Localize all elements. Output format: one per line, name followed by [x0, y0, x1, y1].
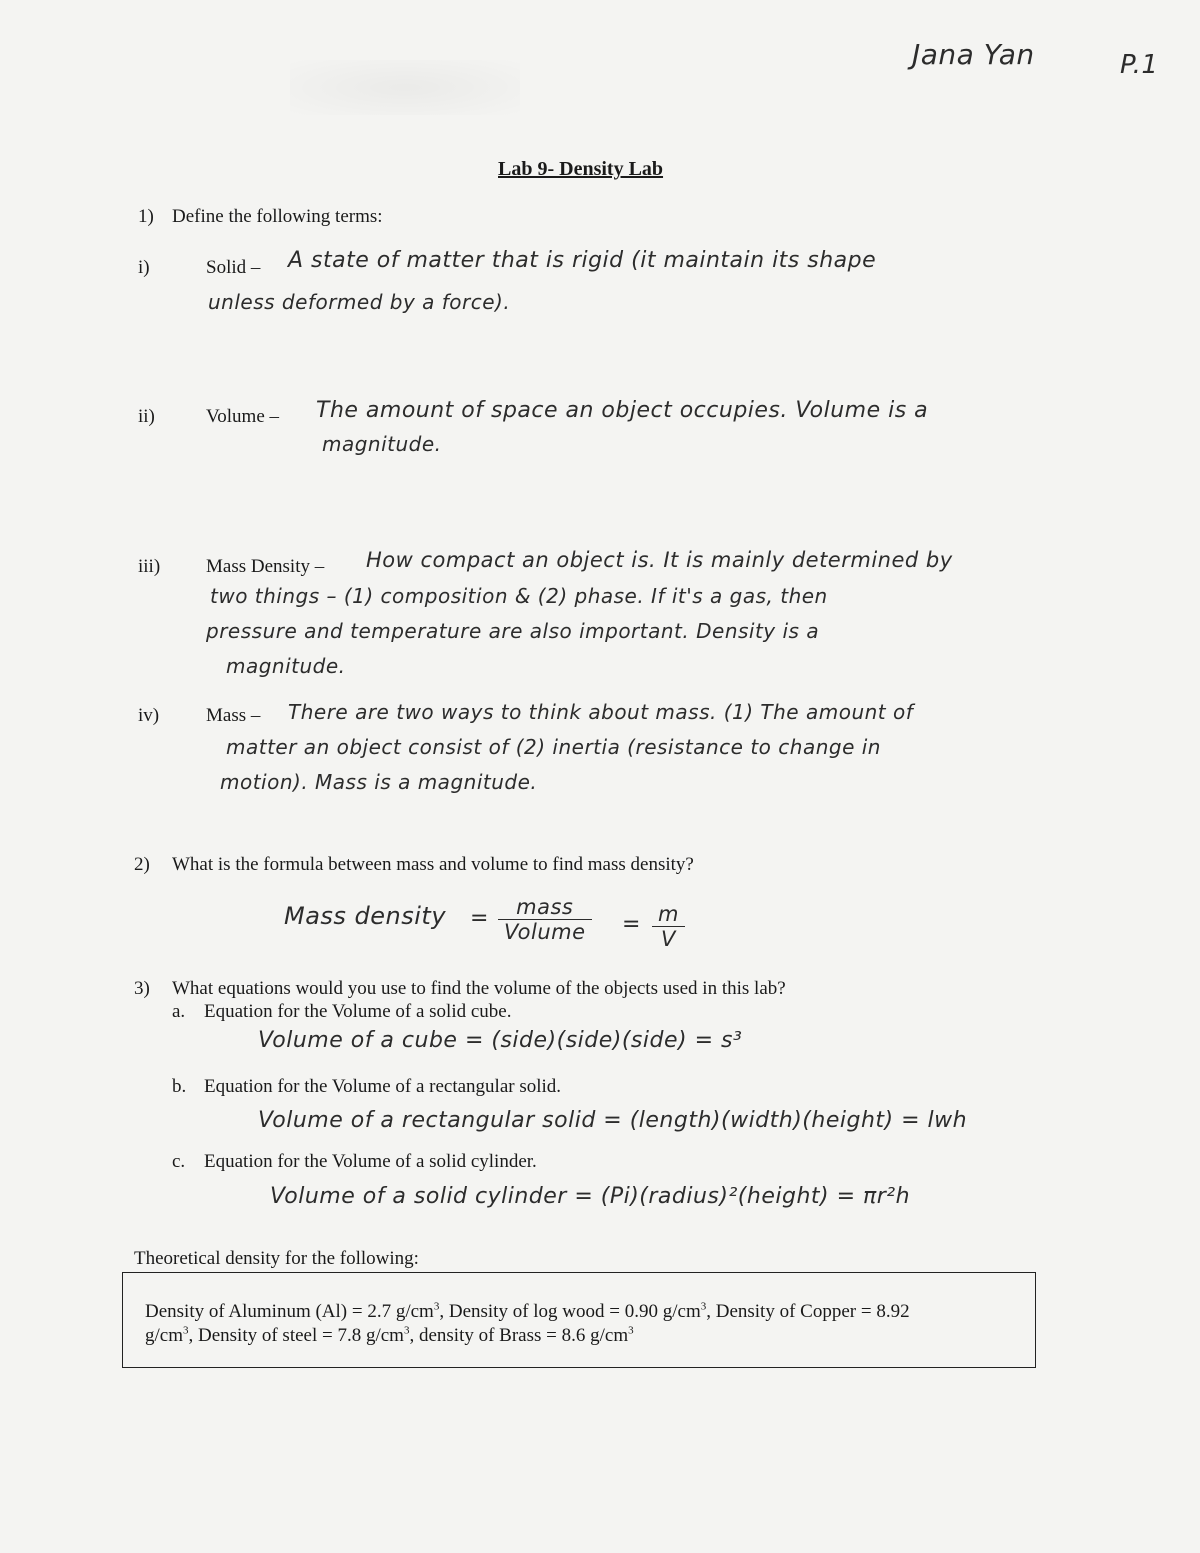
theoretical-density-box: [122, 1272, 1036, 1368]
density-copper-unit: g/cm: [145, 1325, 183, 1346]
term-index: ii): [138, 406, 155, 427]
density-brass: , density of Brass = 8.6 g/cm: [409, 1325, 629, 1346]
part-answer: Volume of a rectangular solid = (length)(width)(height) = lwh: [258, 1108, 968, 1133]
term-index: iv): [138, 705, 160, 726]
fraction-denominator: V: [661, 927, 676, 951]
density-log-wood: , Density of log wood = 0.90 g/cm: [439, 1301, 701, 1322]
density-aluminum: Density of Aluminum (Al) = 2.7 g/cm: [145, 1301, 434, 1322]
part-prompt: Equation for the Volume of a solid cube.: [204, 1001, 512, 1022]
answer-line: pressure and temperature are also important. Density is a: [206, 619, 820, 643]
formula-label: Mass density: [284, 902, 447, 930]
equals-sign: =: [470, 906, 489, 931]
term-index: i): [138, 257, 150, 278]
q1-number: 1): [138, 206, 154, 227]
term-label: Volume –: [206, 406, 280, 427]
fraction-mass-over-volume: [498, 895, 592, 944]
fraction-numerator: mass: [498, 895, 592, 920]
q3-number: 3): [134, 978, 150, 999]
fraction-m-over-v: [652, 902, 685, 951]
fraction-numerator: m: [652, 902, 685, 927]
density-line-1: [145, 1300, 1015, 1324]
q1-prompt: Define the following terms:: [172, 206, 383, 227]
answer-line: There are two ways to think about mass. (1) The amount of: [288, 700, 914, 724]
page-mark: P.1: [1120, 50, 1159, 80]
answer-line: How compact an object is. It is mainly determined by: [366, 548, 953, 572]
theoretical-heading: Theoretical density for the following:: [134, 1248, 419, 1269]
term-index: iii): [138, 556, 161, 577]
q3-prompt: What equations would you use to find the volume of the objects used in this lab?: [172, 978, 786, 999]
term-label: Mass –: [206, 705, 261, 726]
answer-line: matter an object consist of (2) inertia (resistance to change in: [226, 735, 881, 759]
density-line-2: [145, 1324, 1015, 1348]
answer-line: motion). Mass is a magnitude.: [220, 770, 538, 794]
answer-line: magnitude.: [226, 654, 346, 678]
answer-line: two things – (1) composition & (2) phase. If it's a gas, then: [210, 584, 828, 608]
answer-line: A state of matter that is rigid (it maintain its shape: [288, 248, 877, 273]
superscript: 3: [183, 1324, 189, 1337]
superscript: 3: [628, 1324, 634, 1337]
part-answer: Volume of a solid cylinder = (Pi)(radius)²(height) = πr²h: [270, 1184, 911, 1209]
superscript: 3: [433, 1300, 440, 1313]
part-prompt: Equation for the Volume of a solid cylinder.: [204, 1151, 537, 1172]
superscript: 3: [403, 1324, 410, 1337]
density-steel: , Density of steel = 7.8 g/cm: [188, 1325, 404, 1346]
answer-line: magnitude.: [322, 432, 442, 456]
part-letter: a.: [172, 1001, 186, 1022]
term-label: Mass Density –: [206, 556, 325, 577]
student-name: Jana Yan: [912, 38, 1035, 71]
equals-sign: =: [622, 912, 641, 937]
answer-line: The amount of space an object occupies. Volume is a: [316, 398, 929, 423]
part-prompt: Equation for the Volume of a rectangular solid.: [204, 1076, 562, 1097]
answer-line: unless deformed by a force).: [208, 290, 511, 314]
q2-number: 2): [134, 854, 150, 875]
part-letter: b.: [172, 1076, 187, 1097]
fraction-denominator: Volume: [504, 920, 586, 944]
part-letter: c.: [172, 1151, 186, 1172]
page-title: Lab 9- Density Lab: [498, 158, 664, 180]
term-label: Solid –: [206, 257, 261, 278]
q2-prompt: What is the formula between mass and volume to find mass density?: [172, 854, 694, 875]
superscript: 3: [700, 1300, 707, 1313]
density-copper: , Density of Copper = 8.92: [706, 1301, 910, 1322]
part-answer: Volume of a cube = (side)(side)(side) = s³: [258, 1028, 743, 1053]
scan-smudge: [290, 60, 520, 115]
